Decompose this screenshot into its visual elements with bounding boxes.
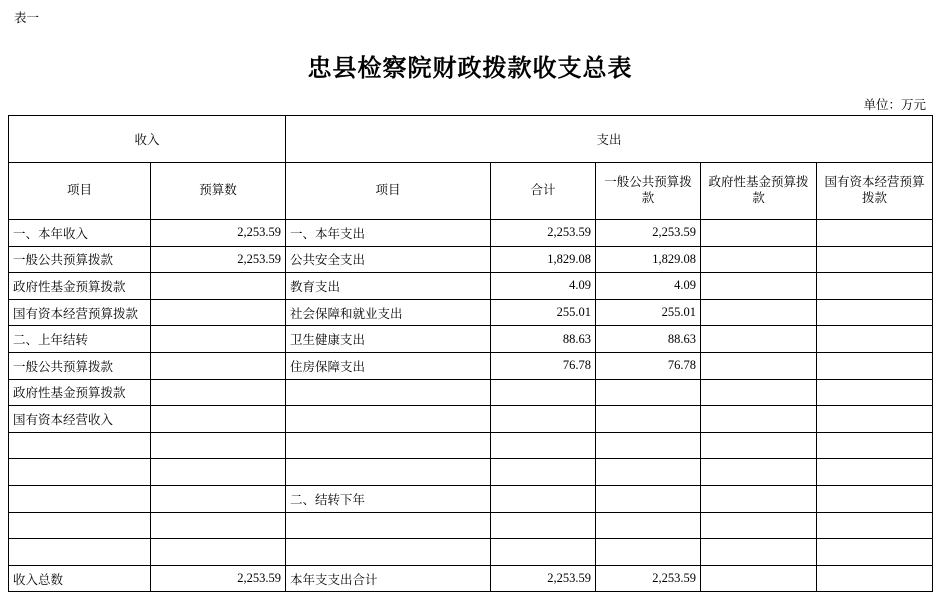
cell-income-budget: 2,253.59: [151, 565, 286, 592]
cell-exp-general-public: [596, 539, 701, 566]
cell-income-item: [9, 485, 151, 512]
column-header-exp-total: 合计: [491, 163, 596, 220]
cell-income-budget: [151, 352, 286, 379]
cell-exp-total: [491, 379, 596, 406]
cell-income-item: [9, 432, 151, 459]
cell-exp-gov-fund: [701, 299, 817, 326]
cell-exp-total: [491, 432, 596, 459]
cell-exp-total: [491, 459, 596, 486]
cell-income-item: 政府性基金预算拨款: [9, 379, 151, 406]
cell-exp-item: 卫生健康支出: [286, 326, 491, 353]
cell-exp-item: 社会保障和就业支出: [286, 299, 491, 326]
cell-income-item: [9, 459, 151, 486]
cell-income-budget: [151, 273, 286, 300]
page-title: 忠县检察院财政拨款收支总表: [307, 56, 633, 82]
cell-exp-gov-fund: [701, 485, 817, 512]
cell-exp-state-capital: [817, 485, 933, 512]
table-row: [9, 406, 933, 433]
cell-exp-general-public: 255.01: [596, 299, 701, 326]
cell-exp-total: 4.09: [491, 273, 596, 300]
cell-income-budget: [151, 539, 286, 566]
cell-exp-gov-fund: [701, 432, 817, 459]
table-row: [9, 565, 933, 592]
cell-exp-total: 88.63: [491, 326, 596, 353]
table-row: [9, 539, 933, 566]
cell-income-item: 一、本年收入: [9, 220, 151, 247]
cell-exp-gov-fund: [701, 352, 817, 379]
cell-income-budget: [151, 326, 286, 353]
column-header-exp-state-capital: 国有资本经营预算拨款: [817, 163, 933, 220]
table-row: [9, 326, 933, 353]
cell-income-budget: [151, 406, 286, 433]
table-group-header-row: [9, 116, 933, 163]
cell-exp-general-public: [596, 379, 701, 406]
cell-income-item: 政府性基金预算拨款: [9, 273, 151, 300]
column-header-exp-gov-fund: 政府性基金预算拨款: [701, 163, 817, 220]
cell-income-budget: [151, 379, 286, 406]
cell-exp-item: [286, 512, 491, 539]
cell-exp-gov-fund: [701, 565, 817, 592]
cell-exp-gov-fund: [701, 246, 817, 273]
table-row: [9, 352, 933, 379]
cell-exp-state-capital: [817, 432, 933, 459]
cell-exp-item: [286, 406, 491, 433]
cell-income-item: 一般公共预算拨款: [9, 352, 151, 379]
table-row: [9, 299, 933, 326]
column-header-exp-general-public: 一般公共预算拨款: [596, 163, 701, 220]
cell-exp-gov-fund: [701, 220, 817, 247]
column-header-income-budget: 预算数: [151, 163, 286, 220]
table-row: [9, 379, 933, 406]
cell-exp-total: [491, 406, 596, 433]
table-row: [9, 485, 933, 512]
table-row: [9, 273, 933, 300]
cell-exp-state-capital: [817, 379, 933, 406]
sheet-label: 表一: [14, 11, 40, 25]
cell-exp-item: 住房保障支出: [286, 352, 491, 379]
cell-income-item: [9, 539, 151, 566]
unit-note: 单位：万元: [863, 98, 926, 112]
cell-exp-general-public: 4.09: [596, 273, 701, 300]
cell-exp-item: [286, 459, 491, 486]
cell-exp-total: 255.01: [491, 299, 596, 326]
cell-exp-general-public: [596, 406, 701, 433]
cell-exp-item: [286, 432, 491, 459]
cell-exp-state-capital: [817, 246, 933, 273]
cell-income-budget: [151, 485, 286, 512]
cell-income-budget: [151, 432, 286, 459]
cell-exp-total: 1,829.08: [491, 246, 596, 273]
cell-exp-general-public: [596, 512, 701, 539]
cell-income-item: 二、上年结转: [9, 326, 151, 353]
cell-exp-item: 本年支支出合计: [286, 565, 491, 592]
table-column-header-row: [9, 163, 933, 220]
cell-exp-gov-fund: [701, 379, 817, 406]
cell-exp-general-public: 2,253.59: [596, 565, 701, 592]
cell-exp-state-capital: [817, 299, 933, 326]
cell-income-budget: [151, 512, 286, 539]
cell-exp-total: 2,253.59: [491, 220, 596, 247]
cell-exp-state-capital: [817, 406, 933, 433]
cell-exp-general-public: 76.78: [596, 352, 701, 379]
cell-exp-gov-fund: [701, 539, 817, 566]
table-row: [9, 432, 933, 459]
cell-exp-total: [491, 485, 596, 512]
table-row: [9, 512, 933, 539]
table-row: [9, 459, 933, 486]
cell-exp-total: [491, 539, 596, 566]
cell-exp-general-public: [596, 432, 701, 459]
cell-exp-state-capital: [817, 539, 933, 566]
cell-exp-general-public: [596, 485, 701, 512]
cell-income-item: 收入总数: [9, 565, 151, 592]
cell-income-budget: [151, 459, 286, 486]
cell-exp-state-capital: [817, 565, 933, 592]
cell-income-item: [9, 512, 151, 539]
cell-exp-state-capital: [817, 273, 933, 300]
cell-exp-gov-fund: [701, 273, 817, 300]
budget-table: [8, 115, 933, 592]
cell-exp-total: [491, 512, 596, 539]
cell-exp-state-capital: [817, 512, 933, 539]
cell-exp-gov-fund: [701, 406, 817, 433]
cell-exp-item: [286, 379, 491, 406]
column-header-income-item: 项目: [9, 163, 151, 220]
cell-exp-item: 教育支出: [286, 273, 491, 300]
group-header-expenditure: 支出: [286, 116, 933, 163]
cell-exp-state-capital: [817, 326, 933, 353]
cell-exp-item: 公共安全支出: [286, 246, 491, 273]
cell-income-budget: 2,253.59: [151, 220, 286, 247]
cell-exp-item: 二、结转下年: [286, 485, 491, 512]
cell-exp-state-capital: [817, 220, 933, 247]
cell-exp-item: [286, 539, 491, 566]
table-row: [9, 246, 933, 273]
cell-exp-general-public: 88.63: [596, 326, 701, 353]
cell-exp-general-public: 1,829.08: [596, 246, 701, 273]
cell-income-item: 国有资本经营预算拨款: [9, 299, 151, 326]
cell-income-budget: 2,253.59: [151, 246, 286, 273]
cell-exp-general-public: [596, 459, 701, 486]
cell-exp-gov-fund: [701, 459, 817, 486]
cell-income-item: 一般公共预算拨款: [9, 246, 151, 273]
cell-exp-total: 2,253.59: [491, 565, 596, 592]
cell-exp-gov-fund: [701, 326, 817, 353]
cell-exp-total: 76.78: [491, 352, 596, 379]
cell-exp-state-capital: [817, 459, 933, 486]
cell-exp-item: 一、本年支出: [286, 220, 491, 247]
cell-income-item: 国有资本经营收入: [9, 406, 151, 433]
group-header-income: 收入: [9, 116, 286, 163]
column-header-exp-item: 项目: [286, 163, 491, 220]
cell-exp-state-capital: [817, 352, 933, 379]
cell-exp-gov-fund: [701, 512, 817, 539]
cell-exp-general-public: 2,253.59: [596, 220, 701, 247]
cell-income-budget: [151, 299, 286, 326]
table-row: [9, 220, 933, 247]
